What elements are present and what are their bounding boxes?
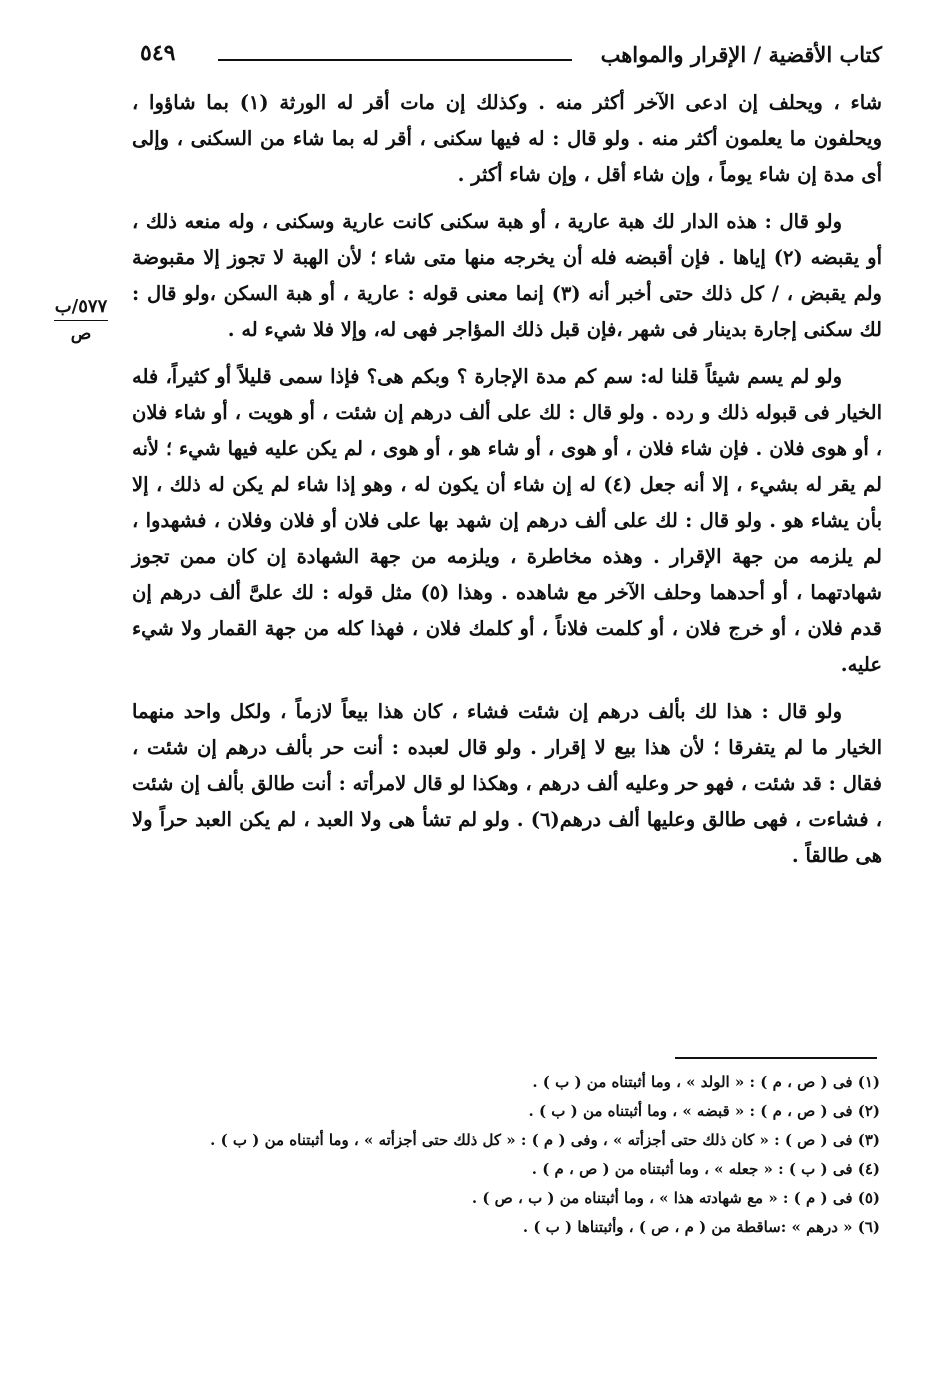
folio-source: ص (70, 324, 92, 344)
footnote-4: (٤) فى ( ب ) : « جعله » ، وما أثبتناه من ( ص ، م ) . (531, 1160, 880, 1178)
folio-rule (54, 320, 108, 321)
footnote-6: (٦) « درهم » :ساقطة من ( م ، ص ) ، وأثبتناها ( ب ) . (522, 1218, 880, 1236)
manuscript-folio-note (50, 296, 112, 345)
footnote-5: (٥) فى ( م ) : « مع شهادته هذا » ، وما أثبتناه من ( ب ، ص ) . (471, 1189, 880, 1207)
footnote-3: (٣) فى ( ص ) : « كان ذلك حتى أجزأته » ، وفى ( م ) : « كل ذلك حتى أجزأته » ، وما أثبتناه من ( ب ) . (210, 1131, 880, 1149)
paragraph-1: شاء ، ويحلف إن ادعى الآخر أكثر منه . وكذلك إن مات أقر له الورثة (١) بما شاؤوا ، ويحلفون ما يعلمون أكثر منه . ولو قال : له فيها سكنى ، أقر له بما شاء من السكنى ، وإلى أى مدة إن شاء يوماً ، وإن شاء أقل ، وإن شاء أكثر . (132, 91, 882, 186)
folio-number: ٥٧٧/ب (54, 296, 108, 317)
footnote-1: (١) فى ( ص ، م ) : « الولد » ، وما أثبتناه من ( ب ) . (532, 1073, 880, 1091)
paragraph-3: ولو لم يسم شيئاً قلنا له: سم كم مدة الإجارة ؟ وبكم هى؟ فإذا سمى قليلاً أو كثيراً، فله الخيار فى قبوله ذلك و رده . ولو قال : لك على ألف درهم إن شئت ، أو هويت ، أو شاء فلان ، أو هوى فلان . فإن شاء فلان ، أو هوى ، أو شاء هو ، أو هوى ، لم يكن عليه فيها شيء ؛ لأنه لم يقر له بشيء ، إلا أنه جعل (٤) له إن شاء أن يكون له ، وهو إذا شاء لم يكن له ذلك ، إلا بأن يشاء هو . ولو قال : لك على ألف درهم إن شهد بها على فلان أو فلان وفلان ، فشهدوا ، لم يلزمه من جهة الإقرار . وهذه مخاطرة ، ويلزمه من جهة الشهادة إن كان ممن تجوز شهادتهما ، أو أحدهما وحلف الآخر مع شاهده . وهذا (٥) مثل قوله : لك علىَّ ألف درهم إن قدم فلان ، أو خرج فلان ، أو كلمت فلاناً ، أو كلمك فلان ، فهذا كله من جهة القمار ولا شيء عليه. (132, 365, 882, 676)
footnotes (100, 1068, 880, 1242)
paragraph-4: ولو قال : هذا لك بألف درهم إن شئت فشاء ، كان هذا بيعاً لازماً ، ولكل واحد منهما الخيار ما لم يتفرقا ؛ لأن هذا بيع لا إقرار . ولو قال لعبده : أنت حر بألف درهم إن شئت ، فقال : قد شئت ، فهو حر وعليه ألف درهم ، وهكذا لو قال لامرأته : أنت طالق بألف إن شئت ، فشاءت ، فهى طالق وعليها ألف درهم(٦) . ولو لم تشأ هى ولا العبد ، لم يكن العبد حراً ولا هى طالقاً . (132, 700, 882, 867)
paragraph-2: ولو قال : هذه الدار لك هبة عارية ، أو هبة سكنى كانت عارية وسكنى ، وله منعه ذلك ، أو يقبضه (٢) إياها . فإن أقبضه فله أن يخرجه منها متى شاء ؛ لأن الهبة لا تجوز إلا مقبوضة ولم يقبض ، / كل ذلك حتى أخبر أنه (٣) إنما معنى قوله : عارية ، أو هبة السكن ،ولو قال : لك سكنى إجارة بدينار فى شهر ،فإن قبل ذلك المؤاجر فهى له، وإلا فلا شيء له . (132, 210, 882, 341)
main-text (132, 85, 882, 874)
header-rule (218, 59, 572, 61)
footnote-separator (675, 1057, 877, 1059)
page-number: ٥٤٩ (140, 40, 176, 66)
footnote-2: (٢) فى ( ص ، م ) : « قبضه » ، وما أثبتناه من ( ب ) . (528, 1102, 880, 1120)
page-header (140, 38, 882, 78)
running-title: كتاب الأقضية / الإقرار والمواهب (600, 42, 882, 67)
